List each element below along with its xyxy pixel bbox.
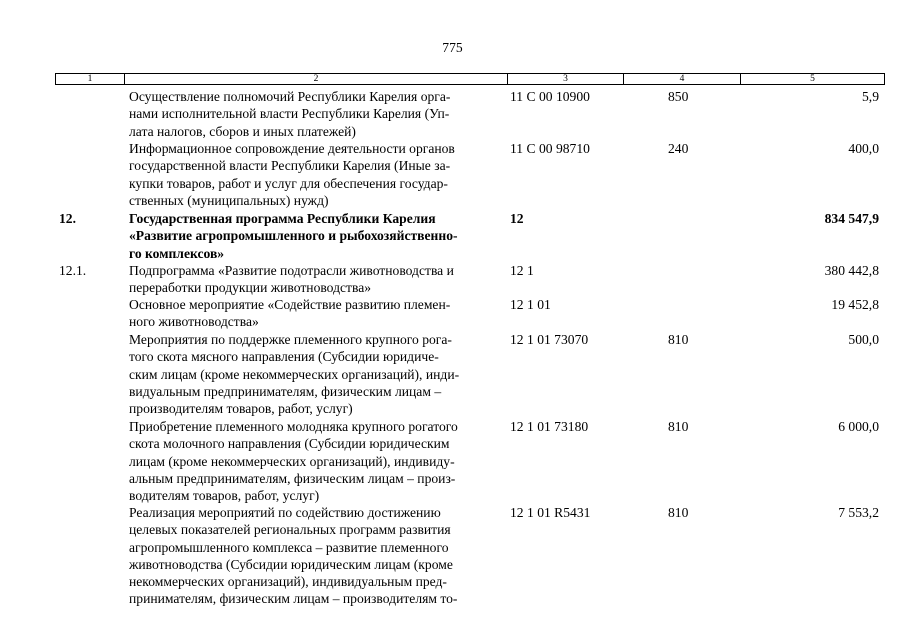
row-name-line: Информационное сопровождение деятельности органов: [129, 141, 455, 156]
row-name-line: Осуществление полномочий Республики Карелия орга-: [129, 89, 451, 104]
row-sum: 500,0: [848, 332, 879, 347]
row-name-line: принимателям, физическим лицам – производителям то-: [129, 591, 458, 607]
row-code: 12 1: [510, 263, 534, 278]
row-code: 12 1 01 73180: [510, 419, 589, 434]
row-expense-type: 810: [668, 419, 689, 434]
row-sum: 7 553,2: [838, 505, 879, 520]
row-name-line: Основное мероприятие «Содействие развитию племен-: [129, 297, 451, 312]
row-name-line: переработки продукции животноводства»: [129, 280, 372, 296]
row-name-line: водителям товаров, работ, услуг): [129, 488, 320, 504]
row-number: 12.: [59, 211, 76, 226]
row-sum: 5,9: [862, 89, 879, 104]
row-name-line: ским лицам (кроме некоммерческих организаций), инди-: [129, 366, 460, 382]
row-name-line: Мероприятия по поддержке племенного крупного рога-: [129, 332, 452, 347]
row-name-line: нами исполнительной власти Республики Карелия (Уп-: [129, 106, 450, 122]
row-name-line: агропромышленного комплекса – развитие племенного: [129, 539, 449, 555]
row-name-line: Приобретение племенного молодняка крупного рогатого: [129, 419, 458, 434]
row-name-line: Подпрограмма «Развитие подотрасли животноводства и: [129, 263, 454, 278]
row-name: [129, 331, 499, 417]
header-col-1: 1: [56, 74, 125, 84]
row-code: 11 С 00 98710: [510, 141, 590, 156]
row-expense-type: 240: [668, 141, 689, 156]
row-expense-type: 850: [668, 89, 689, 104]
row-code: 12: [510, 211, 524, 226]
table-header: [55, 73, 885, 85]
row-name-line: Государственная программа Республики Карелия: [129, 211, 436, 226]
header-col-5: 5: [810, 74, 815, 84]
row-name-line: лицам (кроме некоммерческих организаций), индивиду-: [129, 453, 455, 469]
row-sum: 380 442,8: [824, 263, 879, 278]
row-sum: 19 452,8: [831, 297, 879, 312]
row-name-line: целевых показателей региональных программ развития: [129, 522, 451, 538]
row-name-line: государственной власти Республики Карелия (Иные за-: [129, 158, 451, 174]
row-sum: 6 000,0: [838, 419, 879, 434]
row-name-line: лата налогов, сборов и иных платежей): [129, 123, 356, 139]
row-name: [129, 140, 499, 209]
header-col-4: 4: [624, 74, 741, 84]
row-name-line: скота молочного направления (Субсидии юридическим: [129, 436, 450, 452]
row-name: [129, 262, 499, 297]
row-number: 12.1.: [59, 263, 87, 278]
row-expense-type: 810: [668, 332, 689, 347]
header-col-2: 2: [125, 74, 508, 84]
row-name-line: Реализация мероприятий по содействию достижению: [129, 505, 441, 520]
row-name: [129, 210, 499, 262]
row-expense-type: 810: [668, 505, 689, 520]
row-name-line: ственных (муниципальных) нужд): [129, 192, 329, 208]
row-name-line: производителям товаров, работ, услуг): [129, 401, 353, 417]
row-name-line: животноводства (Субсидии юридическим лицам (кроме: [129, 556, 453, 572]
header-col-3: 3: [508, 74, 624, 84]
row-name-line: того скота мясного направления (Субсидии юридиче-: [129, 349, 439, 365]
row-name: [129, 296, 499, 331]
row-code: 12 1 01 73070: [510, 332, 589, 347]
page-number: 775: [442, 40, 463, 55]
row-name: [129, 504, 499, 608]
row-name-line: «Развитие агропромышленного и рыбохозяйственно-: [129, 228, 458, 244]
row-name-line: купки товаров, работ и услуг для обеспечения государ-: [129, 175, 448, 191]
row-name-line: некоммерческих организаций), индивидуальным пред-: [129, 574, 447, 590]
row-code: 12 1 01 R5431: [510, 505, 591, 520]
row-sum: 834 547,9: [824, 211, 879, 226]
row-code: 11 С 00 10900: [510, 89, 590, 104]
row-name-line: ного животноводства»: [129, 314, 259, 330]
row-name-line: альным предпринимателям, физическим лицам – произ-: [129, 470, 456, 486]
row-name-line: видуальным предпринимателям, физическим лицам –: [129, 383, 442, 399]
row-name-line: го комплексов»: [129, 245, 225, 261]
row-code: 12 1 01: [510, 297, 551, 312]
row-name: [129, 418, 499, 504]
row-sum: 400,0: [848, 141, 879, 156]
row-name: [129, 88, 499, 140]
